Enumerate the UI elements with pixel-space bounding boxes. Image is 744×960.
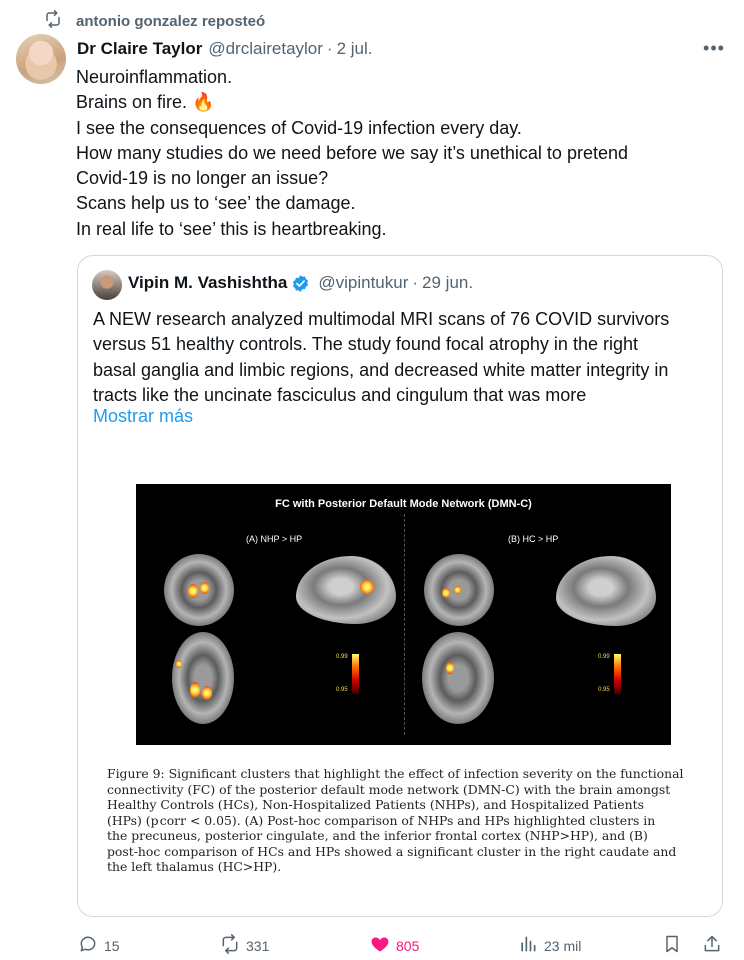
figure-title: FC with Posterior Default Mode Network (DMN-C) [275, 498, 532, 510]
caption-line: the left thalamus (HC>HP). [107, 859, 282, 874]
reply-icon [78, 934, 98, 957]
reply-button[interactable] [78, 934, 120, 957]
like-count: 805 [396, 937, 420, 954]
heart-icon [370, 934, 390, 957]
more-options-icon[interactable]: ••• [703, 37, 725, 58]
tweet-line: Neuroinflammation. [76, 67, 233, 87]
brain-axial-a [172, 632, 234, 724]
quote-line: versus 51 healthy controls. The study found focal atrophy in the right [93, 334, 638, 355]
quoted-tweet[interactable] [77, 255, 723, 917]
tweet-line: Covid-19 is no longer an issue? [76, 168, 329, 189]
activation-cluster [202, 686, 212, 700]
caption-line: Healthy Controls (HCs), Non-Hospitalized Patients (NHPs), and Hospitalized Patients [107, 797, 644, 812]
caption-line: post-hoc comparison of HCs and HPs showed a significant cluster in the right caudate and [107, 843, 677, 859]
quote-author-handle[interactable]: @vipintukur [318, 273, 409, 292]
activation-cluster [360, 580, 374, 594]
share-button[interactable] [702, 934, 722, 957]
activation-cluster [200, 582, 209, 594]
quote-line: basal ganglia and limbic regions, and decreased white matter integrity in [93, 359, 669, 380]
tweet-line: Scans help us to ‘see’ the damage. [76, 193, 356, 214]
views-count: 23 mil [544, 937, 582, 954]
quote-line: tracts like the uncinate fasciculus and cingulum that was more [93, 384, 587, 405]
tweet-text [76, 65, 716, 242]
verified-badge-icon [291, 274, 310, 293]
scale-max-label: 0.99 [336, 654, 348, 660]
figure-label-a: (A) NHP > HP [246, 534, 303, 544]
figure-label-b: (B) HC > HP [508, 534, 559, 544]
quote-date[interactable]: 29 jun. [422, 273, 474, 292]
activation-cluster [446, 662, 454, 674]
show-more-link[interactable]: Mostrar más [93, 406, 194, 426]
scale-max-label: 0.99 [598, 654, 610, 660]
views-button[interactable] [518, 934, 581, 957]
figure-caption [107, 766, 707, 875]
repost-button[interactable] [220, 934, 269, 957]
activation-cluster [190, 682, 200, 698]
bookmark-icon [662, 934, 682, 957]
brain-sagittal-a [296, 556, 396, 624]
author-name[interactable]: Dr Claire Taylor [77, 39, 203, 58]
repost-count: 331 [246, 937, 270, 954]
author-handle[interactable]: @drclairetaylor [208, 39, 323, 58]
brain-axial-b [422, 632, 494, 724]
color-scale-a [352, 654, 359, 694]
tweet-date[interactable]: 2 jul. [336, 39, 373, 58]
quote-author-name[interactable]: Vipin M. Vashishtha [128, 273, 288, 292]
scale-min-label: 0.95 [598, 687, 610, 693]
repost-indicator[interactable] [44, 10, 265, 32]
repost-icon [220, 934, 240, 957]
quote-author-avatar[interactable] [92, 270, 122, 300]
reply-count: 15 [104, 937, 120, 954]
brain-coronal-a [164, 554, 234, 626]
activation-cluster [188, 584, 198, 598]
views-chart-icon [518, 934, 538, 957]
activation-cluster [454, 586, 461, 594]
mri-figure-image[interactable] [136, 484, 671, 745]
separator-dot: · [412, 273, 419, 292]
quote-header [128, 273, 473, 293]
caption-line: connectivity (FC) of the posterior default mode network (DMN-C) with the brain amongst [107, 781, 671, 797]
figure-divider [404, 514, 405, 735]
caption-line: Figure 9: Significant clusters that highlight the effect of infection severity on the functional [107, 766, 684, 781]
activation-cluster [442, 588, 450, 598]
repost-icon [44, 10, 62, 32]
bookmark-button[interactable] [662, 934, 682, 957]
repost-label: antonio gonzalez reposteó [76, 12, 266, 30]
action-bar [76, 934, 726, 958]
like-button[interactable] [370, 934, 419, 957]
color-scale-b [614, 654, 621, 694]
author-avatar[interactable] [16, 34, 66, 84]
tweet-line: How many studies do we need before we say it’s unethical to pretend [76, 142, 628, 163]
activation-cluster [176, 660, 182, 668]
brain-sagittal-b [556, 556, 656, 626]
caption-line: (HPs) (p corr < 0.05). (A) Post-hoc comparison of NHPs and HPs highlighted clusters in [107, 812, 656, 828]
tweet-header [77, 38, 724, 60]
share-icon [702, 934, 722, 957]
tweet-line: I see the consequences of Covid-19 infection every day. [76, 117, 522, 138]
separator-dot: · [326, 39, 333, 58]
tweet-line: In real life to ‘see’ this is heartbreaking. [76, 218, 387, 239]
quote-line: A NEW research analyzed multimodal MRI scans of 76 COVID survivors [93, 309, 670, 329]
scale-min-label: 0.95 [336, 687, 348, 693]
tweet-line: Brains on fire. 🔥 [76, 92, 215, 113]
caption-line: the precuneus, posterior cingulate, and the inferior frontal cortex (NHP>HP), and (B) [107, 828, 648, 843]
quote-text [93, 307, 713, 408]
